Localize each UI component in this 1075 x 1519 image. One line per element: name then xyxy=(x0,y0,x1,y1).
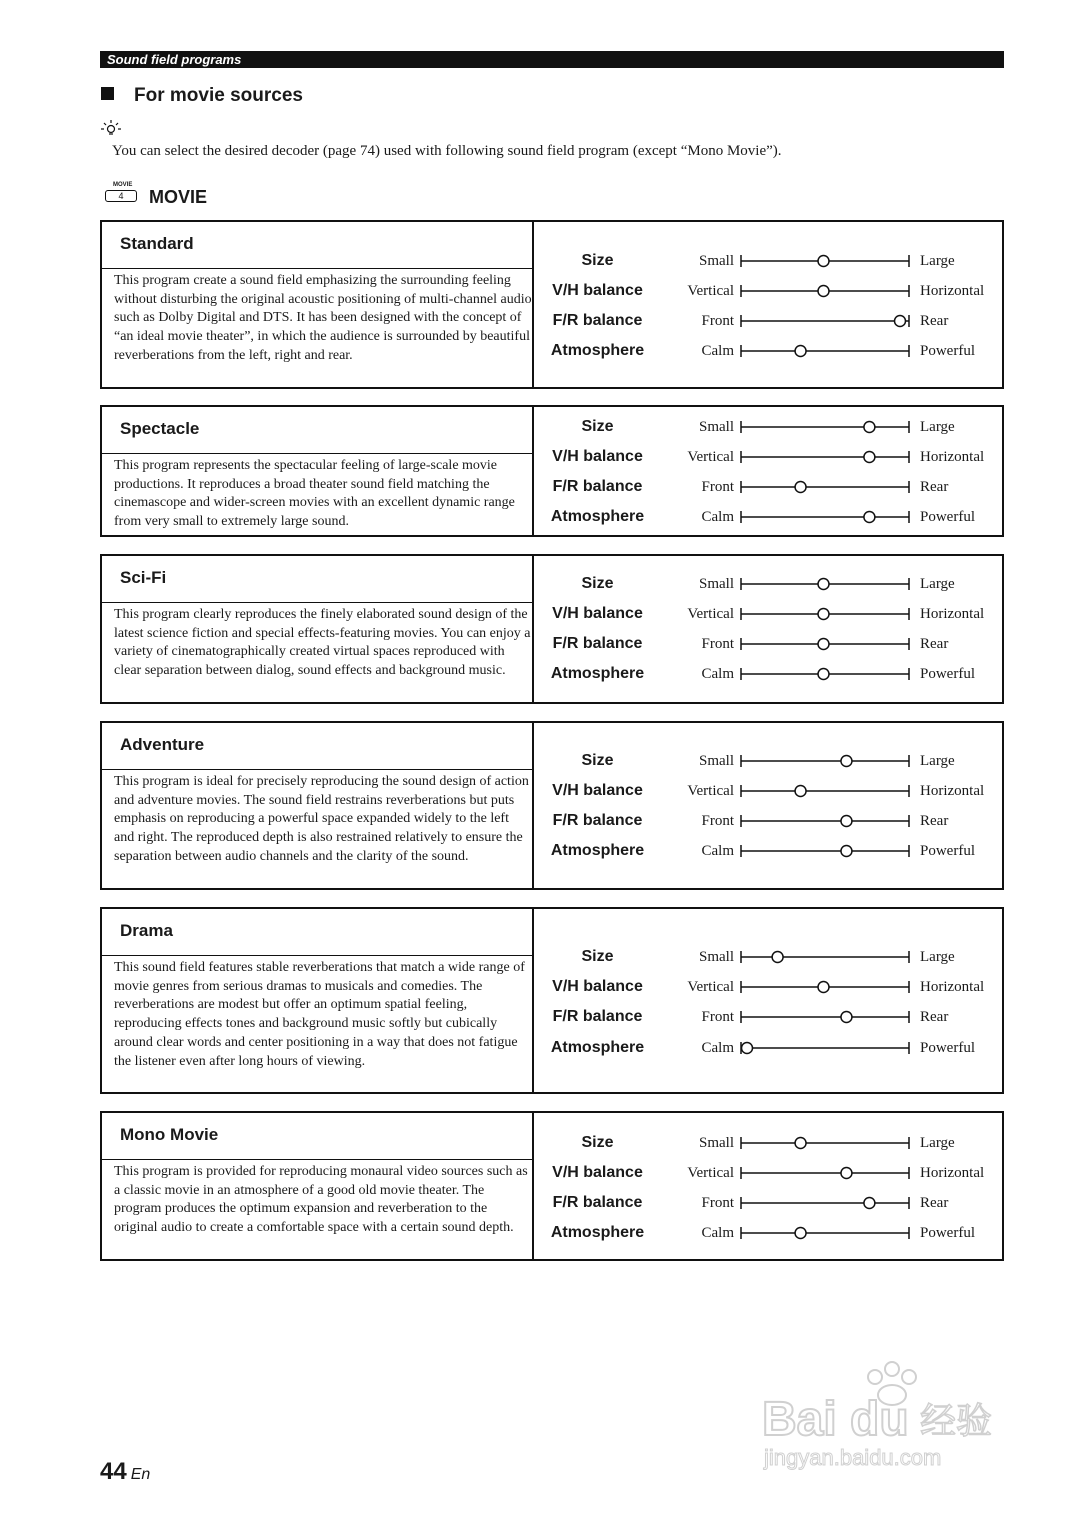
param-max-label: Rear xyxy=(920,636,949,652)
param-min-label: Calm xyxy=(701,843,734,859)
param-max-label: Rear xyxy=(920,813,949,829)
param-max-label: Large xyxy=(920,753,955,769)
param-label: Size xyxy=(581,418,614,435)
param-row-v-h-balance xyxy=(534,279,1002,303)
program-parameters xyxy=(534,407,1002,535)
param-min-label: Calm xyxy=(701,1225,734,1241)
param-row-atmosphere xyxy=(534,505,1002,529)
level-slider xyxy=(738,811,912,831)
program-mono-movie xyxy=(100,1111,1004,1261)
level-slider xyxy=(738,664,912,684)
program-divider xyxy=(102,602,532,603)
slider-knob xyxy=(795,786,806,797)
level-slider xyxy=(738,417,912,437)
param-label: V/H balance xyxy=(552,978,643,995)
param-label: F/R balance xyxy=(552,478,643,495)
param-label: Atmosphere xyxy=(550,665,645,682)
slider-knob xyxy=(818,256,829,267)
param-label: Size xyxy=(581,948,614,965)
param-max-label: Rear xyxy=(920,1009,949,1025)
param-label: V/H balance xyxy=(552,1164,643,1181)
tip-text: You can select the desired decoder (page 74) used with following sound field program (except “Mono Movie”). xyxy=(112,143,782,159)
param-min-label: Front xyxy=(701,1195,734,1211)
param-label: Size xyxy=(581,575,614,592)
param-row-v-h-balance xyxy=(534,779,1002,803)
slider-knob xyxy=(795,1228,806,1239)
program-divider xyxy=(102,769,532,770)
program-divider xyxy=(102,268,532,269)
level-slider xyxy=(738,251,912,271)
level-slider xyxy=(738,1223,912,1243)
movie-key-number: 4 xyxy=(105,190,137,202)
section-header-text: Sound field programs xyxy=(107,52,242,67)
param-row-size xyxy=(534,945,1002,969)
param-row-size xyxy=(534,415,1002,439)
program-info xyxy=(102,407,534,535)
slider-knob xyxy=(864,1198,875,1209)
level-slider xyxy=(738,751,912,771)
param-max-label: Powerful xyxy=(920,666,975,682)
program-info xyxy=(102,222,534,387)
slider-knob xyxy=(795,346,806,357)
slider-knob xyxy=(772,952,783,963)
param-label: F/R balance xyxy=(552,812,643,829)
param-row-f-r-balance xyxy=(534,632,1002,656)
param-max-label: Rear xyxy=(920,479,949,495)
movie-key-icon xyxy=(105,182,139,206)
movie-key-label: MOVIE xyxy=(113,182,133,188)
param-min-label: Calm xyxy=(701,343,734,359)
param-max-label: Horizontal xyxy=(920,979,985,995)
level-slider xyxy=(738,311,912,331)
param-min-label: Front xyxy=(701,636,734,652)
program-description: This sound field features stable reverberations that match a wide range of movie genres from serious dramas to musicals and comedies. The reverberations are modest but offer an optimum spatial feeling, reproducing effects tones and background music softly but cubically around clear words and center positioning in a way that does not fatigue the listener even after long hours of viewing. xyxy=(114,960,525,1069)
level-slider xyxy=(738,1163,912,1183)
program-description: This program clearly reproduces the finely elaborated sound design of the latest science fiction and special effects-featuring movies. You can enjoy a variety of cinematographically created virtual spaces reproduced with clear separation between dialog, sound effects and background music. xyxy=(114,607,531,679)
param-row-atmosphere xyxy=(534,339,1002,363)
slider-knob xyxy=(818,669,829,680)
section-heading-text: For movie sources xyxy=(134,85,303,106)
program-adventure xyxy=(100,721,1004,890)
slider-knob xyxy=(742,1043,753,1054)
program-spectacle xyxy=(100,405,1004,537)
program-info xyxy=(102,1113,534,1259)
param-max-label: Rear xyxy=(920,1195,949,1211)
param-min-label: Vertical xyxy=(687,979,734,995)
program-name: Spectacle xyxy=(120,419,200,438)
level-slider xyxy=(738,507,912,527)
param-row-size xyxy=(534,1131,1002,1155)
param-row-f-r-balance xyxy=(534,475,1002,499)
param-row-atmosphere xyxy=(534,839,1002,863)
param-min-label: Small xyxy=(698,1135,734,1151)
param-label: V/H balance xyxy=(552,782,643,799)
param-row-f-r-balance xyxy=(534,309,1002,333)
level-slider xyxy=(738,574,912,594)
level-slider xyxy=(738,977,912,997)
level-slider xyxy=(738,1193,912,1213)
program-name: Sci-Fi xyxy=(120,568,167,587)
program-parameters xyxy=(534,1113,1002,1259)
param-max-label: Horizontal xyxy=(920,283,985,299)
level-slider xyxy=(738,841,912,861)
param-min-label: Calm xyxy=(701,666,734,682)
param-row-f-r-balance xyxy=(534,1005,1002,1029)
program-drama xyxy=(100,907,1004,1094)
slider-knob xyxy=(841,816,852,827)
movie-category-title: MOVIE xyxy=(149,187,208,207)
param-label: Atmosphere xyxy=(550,842,645,859)
param-min-label: Vertical xyxy=(687,1165,734,1181)
param-max-label: Large xyxy=(920,576,955,592)
level-slider xyxy=(738,281,912,301)
param-row-size xyxy=(534,572,1002,596)
square-bullet-icon xyxy=(101,87,114,100)
program-divider xyxy=(102,1159,532,1160)
level-slider xyxy=(738,447,912,467)
param-max-label: Powerful xyxy=(920,1225,975,1241)
program-parameters xyxy=(534,723,1002,888)
page-number xyxy=(100,1458,150,1486)
program-parameters xyxy=(534,222,1002,387)
param-min-label: Small xyxy=(698,753,734,769)
slider-knob xyxy=(818,609,829,620)
param-max-label: Powerful xyxy=(920,1040,975,1056)
section-heading xyxy=(101,84,303,108)
param-label: F/R balance xyxy=(552,1194,643,1211)
slider-knob xyxy=(818,286,829,297)
tip-icon xyxy=(100,119,122,137)
program-name: Drama xyxy=(120,921,173,940)
slider-knob xyxy=(841,846,852,857)
param-min-label: Calm xyxy=(701,509,734,525)
slider-knob xyxy=(818,982,829,993)
param-label: F/R balance xyxy=(552,1008,643,1025)
param-min-label: Front xyxy=(701,1009,734,1025)
baidu-watermark-logo xyxy=(760,1355,1010,1485)
param-label: Atmosphere xyxy=(550,1039,645,1056)
program-parameters xyxy=(534,909,1002,1092)
slider-knob xyxy=(795,1138,806,1149)
param-max-label: Large xyxy=(920,253,955,269)
program-divider xyxy=(102,955,532,956)
param-row-v-h-balance xyxy=(534,1161,1002,1185)
param-label: Size xyxy=(581,1134,614,1151)
param-max-label: Horizontal xyxy=(920,606,985,622)
level-slider xyxy=(738,947,912,967)
param-max-label: Large xyxy=(920,419,955,435)
program-standard xyxy=(100,220,1004,389)
program-parameters xyxy=(534,556,1002,702)
param-max-label: Powerful xyxy=(920,343,975,359)
param-label: F/R balance xyxy=(552,635,643,652)
program-name: Mono Movie xyxy=(120,1125,219,1144)
param-label: F/R balance xyxy=(552,312,643,329)
program-description: This program is ideal for precisely reproducing the sound design of action and adventure movies. The sound field restrains reverberations but puts emphasis on reproducing a powerful space expanded widely to the left and right. The reproduced depth is also restrained relatively to ensure the separation between audio channels and the clarity of the sound. xyxy=(114,774,529,864)
section-header-bar xyxy=(100,51,1004,68)
param-label: Atmosphere xyxy=(550,508,645,525)
param-min-label: Front xyxy=(701,813,734,829)
param-min-label: Vertical xyxy=(687,449,734,465)
param-row-size xyxy=(534,749,1002,773)
param-min-label: Front xyxy=(701,479,734,495)
level-slider xyxy=(738,1007,912,1027)
program-info xyxy=(102,723,534,888)
slider-knob xyxy=(818,639,829,650)
program-sci-fi xyxy=(100,554,1004,704)
param-label: Size xyxy=(581,752,614,769)
param-row-v-h-balance xyxy=(534,975,1002,999)
param-row-atmosphere xyxy=(534,662,1002,686)
slider-knob xyxy=(864,422,875,433)
param-min-label: Small xyxy=(698,949,734,965)
param-row-atmosphere xyxy=(534,1036,1002,1060)
level-slider xyxy=(738,341,912,361)
program-info xyxy=(102,909,534,1092)
program-name: Adventure xyxy=(120,735,205,754)
param-max-label: Horizontal xyxy=(920,449,985,465)
slider-knob xyxy=(841,1168,852,1179)
param-max-label: Horizontal xyxy=(920,783,985,799)
param-min-label: Vertical xyxy=(687,606,734,622)
param-max-label: Powerful xyxy=(920,843,975,859)
param-max-label: Horizontal xyxy=(920,1165,985,1181)
program-name: Standard xyxy=(120,234,194,253)
slider-knob xyxy=(841,756,852,767)
slider-knob xyxy=(864,452,875,463)
slider-knob xyxy=(795,482,806,493)
program-description: This program represents the spectacular feeling of large-scale movie productions. It reproduces a broad theater sound field matching the cinemascope and wider-screen movies with an excellent dynamic range from very small to extremely large sound. xyxy=(114,458,515,530)
param-min-label: Front xyxy=(701,313,734,329)
slider-knob xyxy=(818,579,829,590)
level-slider xyxy=(738,477,912,497)
param-row-v-h-balance xyxy=(534,602,1002,626)
svg-text:经验: 经验 xyxy=(920,1401,993,1442)
param-max-label: Large xyxy=(920,949,955,965)
svg-text:jingyan.baidu.com: jingyan.baidu.com xyxy=(764,1445,942,1470)
svg-text:du: du xyxy=(850,1393,909,1446)
page-number-value: 44 xyxy=(100,1458,127,1485)
param-row-atmosphere xyxy=(534,1221,1002,1245)
param-label: V/H balance xyxy=(552,282,643,299)
param-min-label: Small xyxy=(698,576,734,592)
param-label: Atmosphere xyxy=(550,1224,645,1241)
param-min-label: Vertical xyxy=(687,283,734,299)
level-slider xyxy=(738,1133,912,1153)
slider-knob xyxy=(841,1012,852,1023)
param-min-label: Small xyxy=(698,419,734,435)
slider-knob xyxy=(895,316,906,327)
param-max-label: Rear xyxy=(920,313,949,329)
param-label: Size xyxy=(581,252,614,269)
param-max-label: Large xyxy=(920,1135,955,1151)
slider-knob xyxy=(864,512,875,523)
param-min-label: Small xyxy=(698,253,734,269)
svg-text:Bai: Bai xyxy=(762,1393,837,1446)
param-min-label: Vertical xyxy=(687,783,734,799)
param-row-v-h-balance xyxy=(534,445,1002,469)
param-row-f-r-balance xyxy=(534,809,1002,833)
param-min-label: Calm xyxy=(701,1040,734,1056)
param-row-f-r-balance xyxy=(534,1191,1002,1215)
program-description: This program is provided for reproducing monaural video sources such as a classic movie in an atmosphere of a good old movie theater. The program produces the optimum expansion and reverberation to the original audio to create a comfortable space with a certain sound depth. xyxy=(114,1164,528,1236)
program-divider xyxy=(102,453,532,454)
level-slider xyxy=(738,781,912,801)
program-description: This program create a sound field emphasizing the surrounding feeling without disturbing the original acoustic positioning of multi-channel audio such as Dolby Digital and DTS. It has been designed with the concept of “an ideal movie theater”, in which the audience is surrounded by beautiful reverberations from the left, right and rear. xyxy=(114,273,532,363)
param-row-size xyxy=(534,249,1002,273)
level-slider xyxy=(738,634,912,654)
param-label: V/H balance xyxy=(552,605,643,622)
param-label: V/H balance xyxy=(552,448,643,465)
level-slider xyxy=(738,1038,912,1058)
param-label: Atmosphere xyxy=(550,342,645,359)
page-language: En xyxy=(130,1466,151,1483)
param-max-label: Powerful xyxy=(920,509,975,525)
level-slider xyxy=(738,604,912,624)
program-info xyxy=(102,556,534,702)
